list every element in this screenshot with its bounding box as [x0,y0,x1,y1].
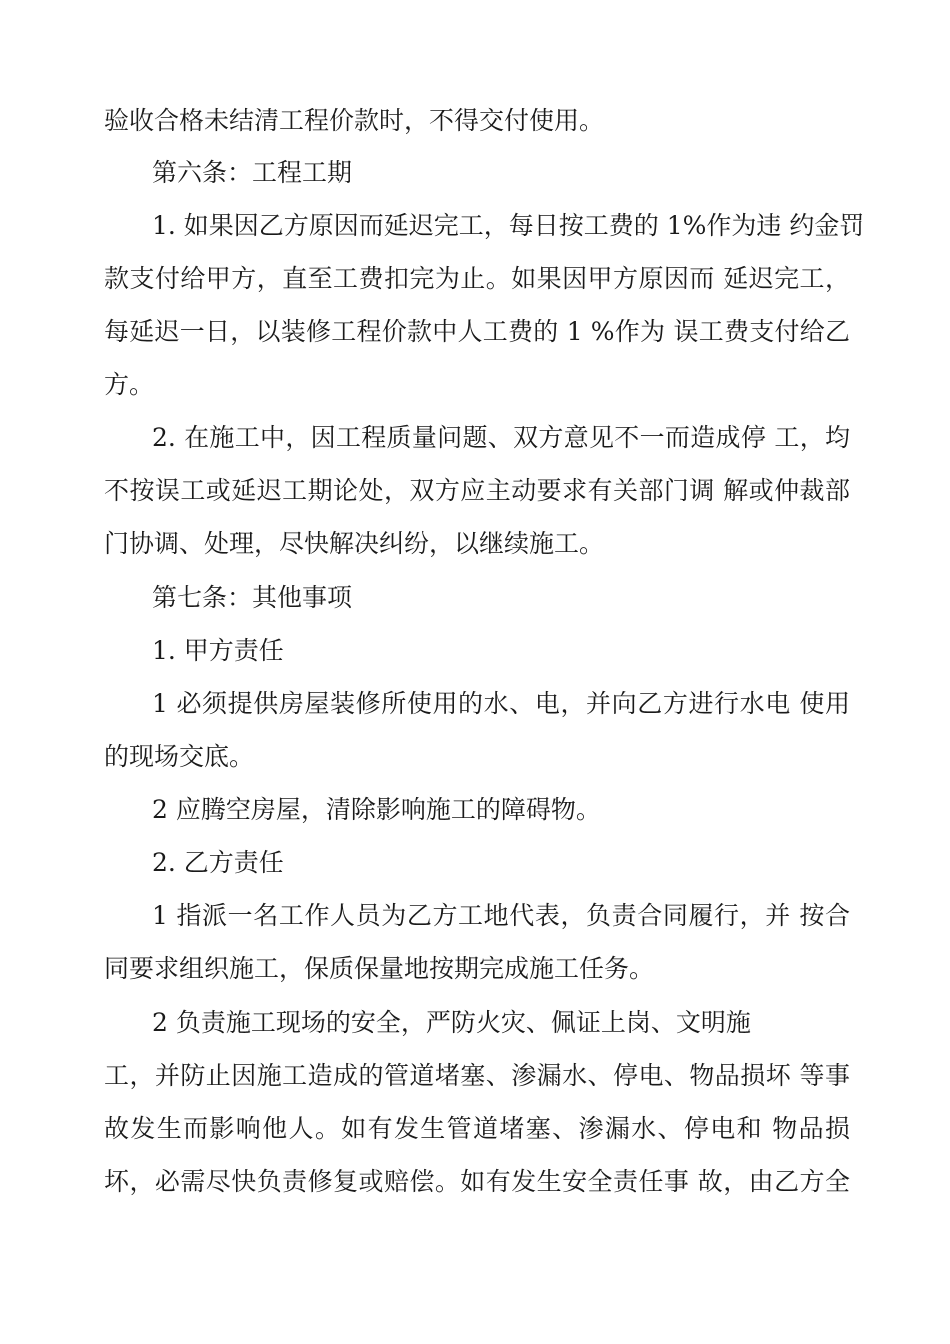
section-heading-7: 第七条：其他事项 [152,583,353,612]
paragraph-line: 2. 在施工中，因工程质量问题、双方意见不一而造成停 工，均 [152,423,850,452]
paragraph-line: 方。 [104,370,155,399]
paragraph-line: 1 必须提供房屋装修所使用的水、电，并向乙方进行水电 使用 [152,689,850,718]
paragraph-line: 1. 如果因乙方原因而延迟完工，每日按工费的 1%作为违 约金罚 [152,211,865,240]
paragraph-line: 不按误工或延迟工期论处，双方应主动要求有关部门调 解或仲裁部 [104,476,850,505]
subheading-party-b: 2. 乙方责任 [152,848,284,877]
subheading-party-a: 1. 甲方责任 [152,636,284,665]
paragraph-line: 款支付给甲方，直至工费扣完为止。如果因甲方原因而 延迟完工， [104,264,850,293]
paragraph-line: 故发生而影响他人。如有发生管道堵塞、渗漏水、停电和 物品损 [104,1114,850,1143]
paragraph-line: 验收合格未结清工程价款时，不得交付使用。 [104,106,605,135]
paragraph-line: 每延迟一日，以装修工程价款中人工费的 1 %作为 误工费支付给乙 [104,317,850,346]
paragraph-line: 1 指派一名工作人员为乙方工地代表，负责合同履行，并 按合 [152,901,850,930]
paragraph-line: 2 负责施工现场的安全，严防火灾、佩证上岗、文明施 [152,1008,751,1037]
paragraph-line: 工，并防止因施工造成的管道堵塞、渗漏水、停电、物品损坏 等事 [104,1061,850,1090]
section-heading-6: 第六条：工程工期 [152,158,353,187]
paragraph-line: 的现场交底。 [104,742,255,771]
paragraph-line: 坏，必需尽快负责修复或赔偿。如有发生安全责任事 故，由乙方全 [104,1167,850,1196]
paragraph-line: 同要求组织施工，保质保量地按期完成施工任务。 [104,954,655,983]
paragraph-line: 2 应腾空房屋，清除影响施工的障碍物。 [152,795,601,824]
paragraph-line: 门协调、处理，尽快解决纠纷，以继续施工。 [104,529,605,558]
